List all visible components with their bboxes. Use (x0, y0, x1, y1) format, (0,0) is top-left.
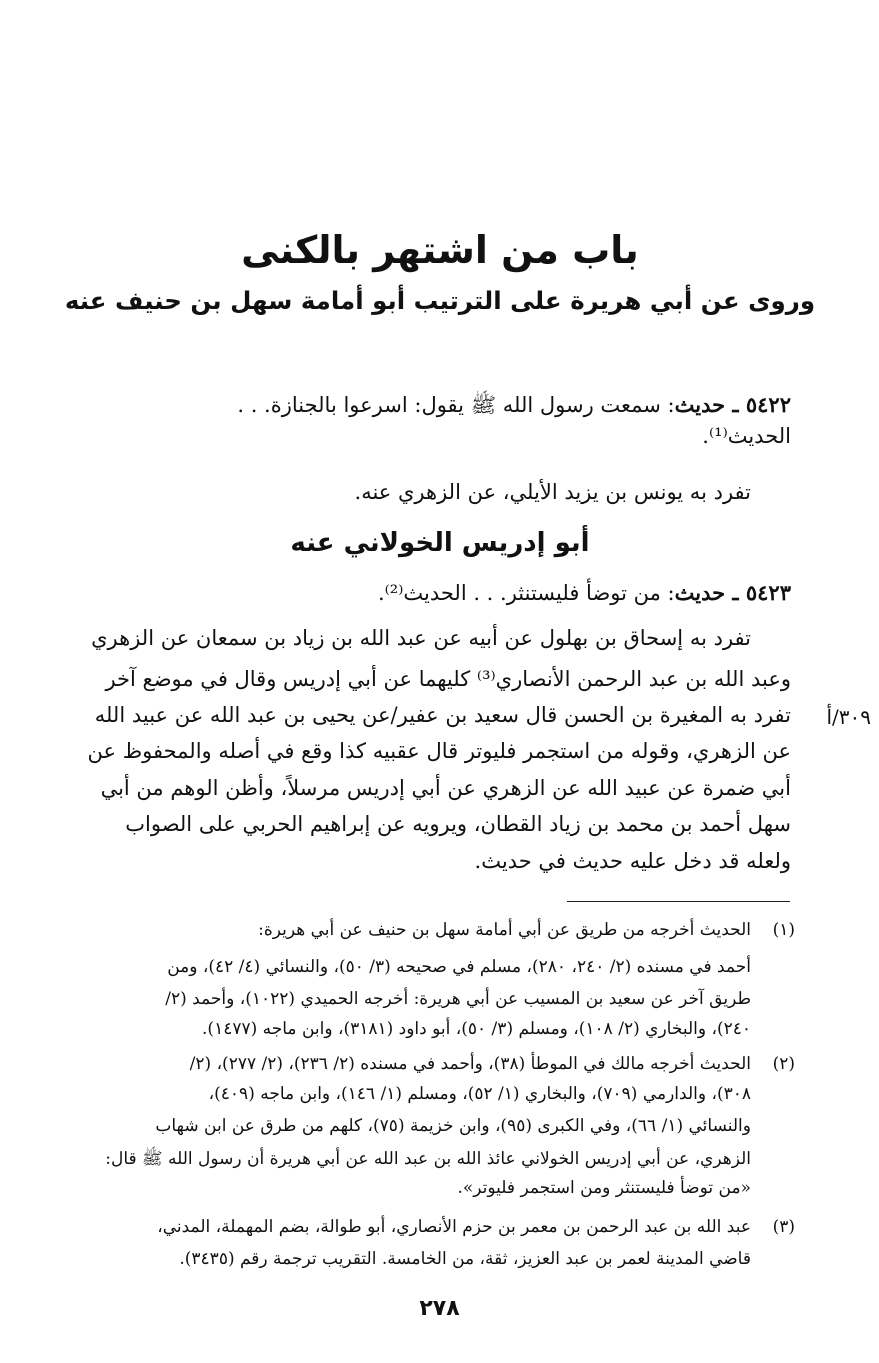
body-line: سهل أحمد بن محمد بن زياد القطان، ويرويه عن إبراهيم الحربي على الصواب (125, 812, 791, 836)
hadith-number: ٥٤٢٢ ـ حديث (674, 392, 791, 417)
footnote-line: قاضي المدينة لعمر بن عبد العزيز، ثقة، من الخامسة. التقريب ترجمة رقم (٣٤٣٥). (179, 1249, 751, 1269)
footnote-number: (٢) (772, 1054, 795, 1074)
chapter-title-line-1: باب من اشتهر بالكنى (241, 228, 639, 272)
hadith-entry-5423 (378, 580, 791, 605)
footnote-number: (٣) (772, 1217, 795, 1237)
footnote-line: ٣٠٨)، والدارمي (٧٠٩)، والبخاري (١/ ٥٢)، ومسلم (١/ ١٤٦)، وابن ماجه (٤٠٩)، (208, 1084, 751, 1104)
footnote-line: أحمد في مسنده (٢/ ٢٤٠، ٢٨٠)، مسلم في صحيحه (٣/ ٥٠)، والنسائي (٤/ ٤٢)، ومن (167, 957, 751, 977)
footnote-line: والنسائي (١/ ٦٦)، وفي الكبرى (٩٥)، وابن خزيمة (٧٥)، كلهم من طرق عن ابن شهاب (155, 1116, 751, 1136)
body-line: أبي ضمرة عن عبيد الله عن الزهري عن أبي إدريس مرسلاً، وأظن الوهم من أبي (100, 776, 791, 800)
hadith-entry-5422-continued: الحديث⁽¹⁾. (702, 424, 791, 448)
footnote-line: الزهري، عن أبي إدريس الخولاني عائذ الله بن عبد الله عن أبي هريرة أن رسول الله ﷺ قال: (105, 1149, 751, 1169)
body-line: تفرد به المغيرة بن الحسن قال سعيد بن عفير/عن يحيى بن عبد الله عن عبيد الله (94, 703, 791, 727)
body-line: تفرد به إسحاق بن بهلول عن أبيه عن عبد الله بن زياد بن سمعان عن الزهري (91, 626, 751, 650)
hadith-number: ٥٤٢٣ ـ حديث (674, 580, 791, 605)
hadith-text: : سمعت رسول الله ﷺ يقول: اسرعوا بالجنازة. . . (237, 393, 675, 417)
footnote-separator (567, 901, 790, 902)
hadith-text: : من توضأ فليستنثر. . . الحديث⁽²⁾. (377, 581, 675, 605)
footnote-line: ٢٤٠)، والبخاري (٢/ ١٠٨)، ومسلم (٣/ ٥٠)، أبو داود (٣١٨١)، وابن ماجه (١٤٧٧). (202, 1019, 751, 1039)
footnote-line: عبد الله بن عبد الرحمن بن معمر بن حزم الأنصاري، أبو طوالة، بضم المهملة، المدني، (157, 1217, 751, 1237)
body-line: عن الزهري، وقوله من استجمر فليوتر قال عقبيه كذا وقع في أصله والمحفوظ عن (87, 739, 791, 763)
footnote-line: «من توضأ فليستنثر ومن استجمر فليوتر». (457, 1178, 751, 1198)
body-line: ولعله قد دخل عليه حديث في حديث. (474, 849, 791, 873)
footnote-number: (١) (772, 920, 795, 940)
chapter-title-line-2: وروى عن أبي هريرة على الترتيب أبو أمامة سهل بن حنيف عنه (64, 286, 816, 315)
hadith-entry-5422 (237, 392, 791, 423)
page-number: ٢٧٨ (419, 1296, 460, 1321)
footnote-line: الحديث أخرجه مالك في الموطأ (٣٨)، وأحمد في مسنده (٢/ ٢٣٦)، (٢/ ٢٧٧)، (٢/ (189, 1054, 751, 1074)
narration-note: تفرد به يونس بن يزيد الأيلي، عن الزهري عنه. (354, 480, 751, 504)
body-line: وعبد الله بن عبد الرحمن الأنصاري⁽³⁾ كليهما عن أبي إدريس وقال في موضع آخر (105, 667, 791, 691)
footnote-line: طريق آخر عن سعيد بن المسيب عن أبي هريرة: أخرجه الحميدي (١٠٢٢)، وأحمد (٢/ (165, 989, 751, 1009)
section-subheading: أبو إدريس الخولاني عنه (290, 528, 590, 558)
manuscript-folio-note: ٣٠٩/أ (826, 705, 871, 729)
footnote-line: الحديث أخرجه من طريق عن أبي أمامة سهل بن حنيف عن أبي هريرة: (258, 920, 751, 940)
